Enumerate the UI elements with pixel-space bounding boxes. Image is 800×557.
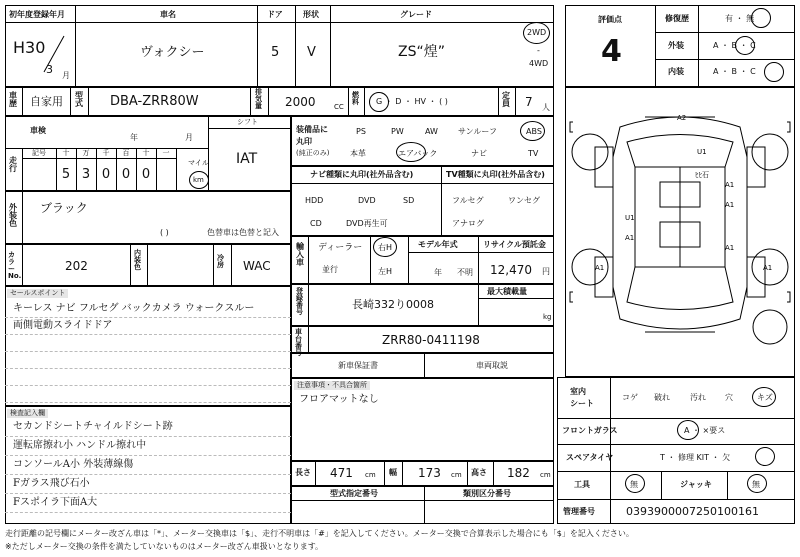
tv-label: TV種類に丸印(社外品含む) <box>446 170 545 179</box>
navi-item: HDD <box>305 196 324 205</box>
slash-mark <box>38 32 68 76</box>
inspection-note-line: セカンドシートチャイルドシート跡 <box>13 421 173 432</box>
equipment-label-1: 装備品に <box>296 125 328 134</box>
exterior-options: A ・ B ・ C <box>713 41 756 50</box>
diagram-mark-u1-b: U1 <box>625 214 635 222</box>
jack-value: 無 <box>752 480 760 489</box>
warranty-box <box>291 353 554 378</box>
first-reg-label: 初年度登録年月 <box>9 10 65 19</box>
fuel-circle <box>369 92 389 112</box>
height-label: 高さ <box>471 468 487 477</box>
seat-label-2: シート <box>570 399 594 408</box>
equipment-item: PS <box>356 127 366 136</box>
inspection-label: 車検 <box>30 126 46 135</box>
equipment-label-3: (純正のみ) <box>296 149 330 157</box>
navi-label: ナビ種類に丸印(社外品含む) <box>310 170 414 179</box>
navi-item: SD <box>403 196 415 205</box>
grade-label: グレード <box>400 10 432 19</box>
digit-label: 十 <box>142 149 150 157</box>
inspection-note-line: Fガラス飛び石小 <box>13 478 90 489</box>
chassis-label: 車台番号 <box>295 328 302 357</box>
equipment-item: 本革 <box>350 149 366 158</box>
tv-item: アナログ <box>452 219 484 228</box>
glass-options: A ・ ×要ス <box>684 426 726 435</box>
glass-label: フロントガラス <box>562 426 618 435</box>
exterior-circle <box>735 36 755 55</box>
inspection-note-rule <box>5 474 291 475</box>
mileage-digit: 0 <box>121 167 131 182</box>
jack-circle <box>747 474 767 493</box>
tools-label: 工具 <box>574 480 590 489</box>
diagram-mark-a1-e: A1 <box>595 264 605 272</box>
length-unit: cm <box>365 471 376 479</box>
import-label: 輸入車 <box>296 242 304 267</box>
inspection-note-rule <box>5 455 291 456</box>
equipment-item: エアバック <box>398 149 438 158</box>
spare-label: スペアタイヤ <box>566 453 614 462</box>
shape: V <box>307 45 316 60</box>
jack-label: ジャッキ <box>680 480 712 489</box>
diagram-mark-a1-f: A1 <box>763 264 773 272</box>
digit-label: 記号 <box>32 149 46 157</box>
sales-line-1: キーレス ナビ フルセグ バックカメラ ウォークスルー <box>13 303 255 314</box>
recycle-value: 12,470 <box>490 263 532 277</box>
equipment-box <box>291 116 554 166</box>
cc-unit: CC <box>334 103 344 111</box>
mile-label: マイル <box>188 159 209 167</box>
diagram-mark-a1-d: A1 <box>725 244 735 252</box>
type-label: 型式指定番号 <box>330 489 378 498</box>
ac-label: 冷房 <box>217 254 224 269</box>
diagram-mark-u1: U1 <box>697 148 707 156</box>
equipment-item: ABS <box>526 127 542 136</box>
sales-rule <box>5 334 291 335</box>
seat-option: 穴 <box>725 393 733 402</box>
repair-label: 修復歴 <box>665 14 689 23</box>
repair-circle <box>751 8 771 28</box>
door-label: ドア <box>267 10 283 19</box>
footer-line-1: 走行距離の記号欄にメーター改ざん車は「*」、メーター交換車は「$」、走行不明車は「#」を記入してください。メーター交換で合算表示した場合にも「$」を記入ください。 <box>5 529 634 538</box>
equipment-item: ナビ <box>471 149 487 158</box>
equipment-item: PW <box>391 127 404 136</box>
equipment-item: AW <box>425 127 438 136</box>
km-label: km <box>193 176 204 184</box>
mileage-label: 走行 <box>9 156 17 173</box>
length-label: 長さ <box>295 468 311 477</box>
capacity: 7 <box>525 95 533 109</box>
tv-item: フルセグ <box>452 196 484 205</box>
color-paren: ( ) <box>160 228 169 237</box>
digit-label: 百 <box>122 149 130 157</box>
color-no: 202 <box>65 259 88 273</box>
seat-option: 破れ <box>654 393 670 402</box>
drive-4wd: 4WD <box>529 59 549 68</box>
month-unit: 月 <box>62 71 70 80</box>
category-label: 類別区分番号 <box>463 489 511 498</box>
fuel-options: G ・ D ・ HV ・ ( ) <box>376 97 448 106</box>
drive-dash: - <box>537 46 540 55</box>
score-label: 評価点 <box>598 15 622 24</box>
mileage-digit: 3 <box>81 167 91 182</box>
color-note: 色替車は色替と記入 <box>207 228 279 237</box>
digit-header-line <box>22 158 176 159</box>
spare-circle <box>755 447 775 466</box>
width-label: 幅 <box>389 468 397 477</box>
digit-label: 万 <box>82 149 90 157</box>
model-year-label: モデル年式 <box>418 240 458 249</box>
fuel-label: 燃料 <box>352 91 359 106</box>
first-reg-month: 3 <box>46 63 53 76</box>
recycle-yen: 円 <box>542 267 550 276</box>
seat-option: 汚れ <box>690 393 706 402</box>
inspection-note-line: コンソールA小 外装薄線傷 <box>13 459 134 470</box>
color-value: ブラック <box>40 201 88 215</box>
left-h: 左H <box>378 267 393 276</box>
notes-box <box>291 378 554 461</box>
sales-rule <box>5 317 291 318</box>
interior-options: A ・ B ・ C <box>713 67 756 76</box>
inspection-note-rule <box>5 493 291 494</box>
mgmt-label: 管理番号 <box>563 507 595 516</box>
model-year-unit: 年 <box>434 268 442 277</box>
height-value: 182 <box>507 466 530 480</box>
car-name-label: 車名 <box>160 10 176 19</box>
shape-label: 形状 <box>303 10 319 19</box>
inspection-note-line: 運転席擦れ小 ハンドル擦れ中 <box>13 440 147 451</box>
right-h-circle <box>373 237 397 257</box>
width-value: 173 <box>418 466 441 480</box>
inspection-note-rule <box>5 512 291 513</box>
inspection-note-line: Fスポイラ下面A大 <box>13 497 98 508</box>
digit-label: 十 <box>62 149 70 157</box>
usage: 自家用 <box>30 95 63 108</box>
seat-option: キズ <box>757 393 773 402</box>
diagram-mark-stone: ﾋﾋ石 <box>695 171 709 179</box>
score-value: 4 <box>601 34 622 69</box>
model-year-unknown: 不明 <box>457 268 473 277</box>
model-label: 型式 <box>75 91 83 108</box>
repair-options: 有 ・ 無 <box>725 14 755 23</box>
digit-divider <box>176 148 177 191</box>
car-diagram <box>565 87 795 377</box>
sales-rule <box>5 368 291 369</box>
max-load-unit: kg <box>543 313 552 321</box>
capacity-label: 定員 <box>502 91 510 108</box>
seat-option: コゲ <box>622 393 638 402</box>
height-unit: cm <box>540 471 551 479</box>
inspection-notes-label: 検査記入欄 <box>7 409 48 418</box>
length-value: 471 <box>330 466 353 480</box>
notes-value: フロアマットなし <box>299 394 379 405</box>
seat-label-1: 室内 <box>570 387 586 396</box>
diagram-mark-a1-c: A1 <box>625 234 635 242</box>
registration-label: 登録番号 <box>296 287 303 316</box>
inspection-year-unit: 年 <box>130 133 138 142</box>
max-load-label: 最大積載量 <box>487 287 527 296</box>
tools-circle <box>625 474 645 493</box>
doors: 5 <box>271 45 280 60</box>
width-unit: cm <box>451 471 462 479</box>
first-reg-year: H30 <box>13 38 46 57</box>
tv-item: ワンセグ <box>508 196 540 205</box>
sales-rule <box>5 351 291 352</box>
mileage-digit: 0 <box>101 167 111 182</box>
shift-label: シフト <box>237 118 258 126</box>
displacement: 2000 <box>285 95 316 109</box>
equipment-item: TV <box>528 149 539 158</box>
registration-value: 長崎332り0008 <box>352 298 434 311</box>
chassis-value: ZRR80-0411198 <box>382 333 480 347</box>
equipment-label-2: 丸印 <box>296 137 312 146</box>
recycle-label: リサイクル預託金 <box>483 240 546 249</box>
tools-value: 無 <box>630 480 638 489</box>
airbag-circle <box>396 142 426 162</box>
grade: ZS“煌” <box>398 44 445 60</box>
mgmt-value: 0393900007250100161 <box>626 505 759 518</box>
diagram-mark-a1-a: A1 <box>725 181 735 189</box>
sales-line-2: 両側電動スライドドア <box>13 320 113 331</box>
inspection-note-rule <box>5 436 291 437</box>
right-h: 右H <box>378 243 393 252</box>
navi-item: CD <box>310 219 322 228</box>
model: DBA-ZRR80W <box>110 94 199 109</box>
mileage-digit: 5 <box>61 167 71 182</box>
abs-circle <box>520 121 545 141</box>
usage-label: 車歴 <box>9 91 17 108</box>
drive-2wd: 2WD <box>527 28 547 37</box>
navi-item: DVD <box>358 196 376 205</box>
color-label: 外装色 <box>9 203 17 228</box>
manual-label: 車両取説 <box>476 361 508 370</box>
glass-circle <box>677 420 699 440</box>
displacement-label: 排気量 <box>255 88 262 110</box>
exterior-label: 外装 <box>668 41 684 50</box>
digit-label: 一 <box>162 149 170 157</box>
shift-value: IAT <box>236 151 258 167</box>
sales-rule <box>5 385 291 386</box>
interior-circle <box>764 62 784 82</box>
mileage-digit: 0 <box>141 167 151 182</box>
car-name: ヴォクシー <box>140 45 205 60</box>
interior-label: 内装 <box>668 67 684 76</box>
ac-value: WAC <box>243 259 271 273</box>
warranty-label: 新車保証書 <box>338 361 378 370</box>
interior-color-label: 内装色 <box>134 249 141 271</box>
sales-label: セールスポイント <box>7 289 68 298</box>
parallel: 並行 <box>322 265 338 274</box>
navi-item: DVD再生可 <box>346 219 388 228</box>
sales-rule <box>5 402 291 403</box>
inspection-month-unit: 月 <box>185 133 193 142</box>
seat-circle <box>752 387 776 407</box>
footer-line-2: ※ただしメーター交換の条件を満たしていないものはメーター改ざん車扱いとなります。 <box>5 542 324 551</box>
equipment-item: サンルーフ <box>458 127 497 136</box>
notes-label: 注意事項・不具合箇所 <box>294 381 370 390</box>
spare-options: T ・ 修理 KIT ・ 欠 <box>660 453 731 462</box>
capacity-unit: 人 <box>542 103 550 112</box>
color-no-label: カラーNo. <box>8 251 22 280</box>
digit-label: 千 <box>102 149 110 157</box>
diagram-mark-a2: A2 <box>677 114 687 122</box>
dealer: ディーラー <box>318 243 363 253</box>
diagram-mark-a1-b: A1 <box>725 201 735 209</box>
